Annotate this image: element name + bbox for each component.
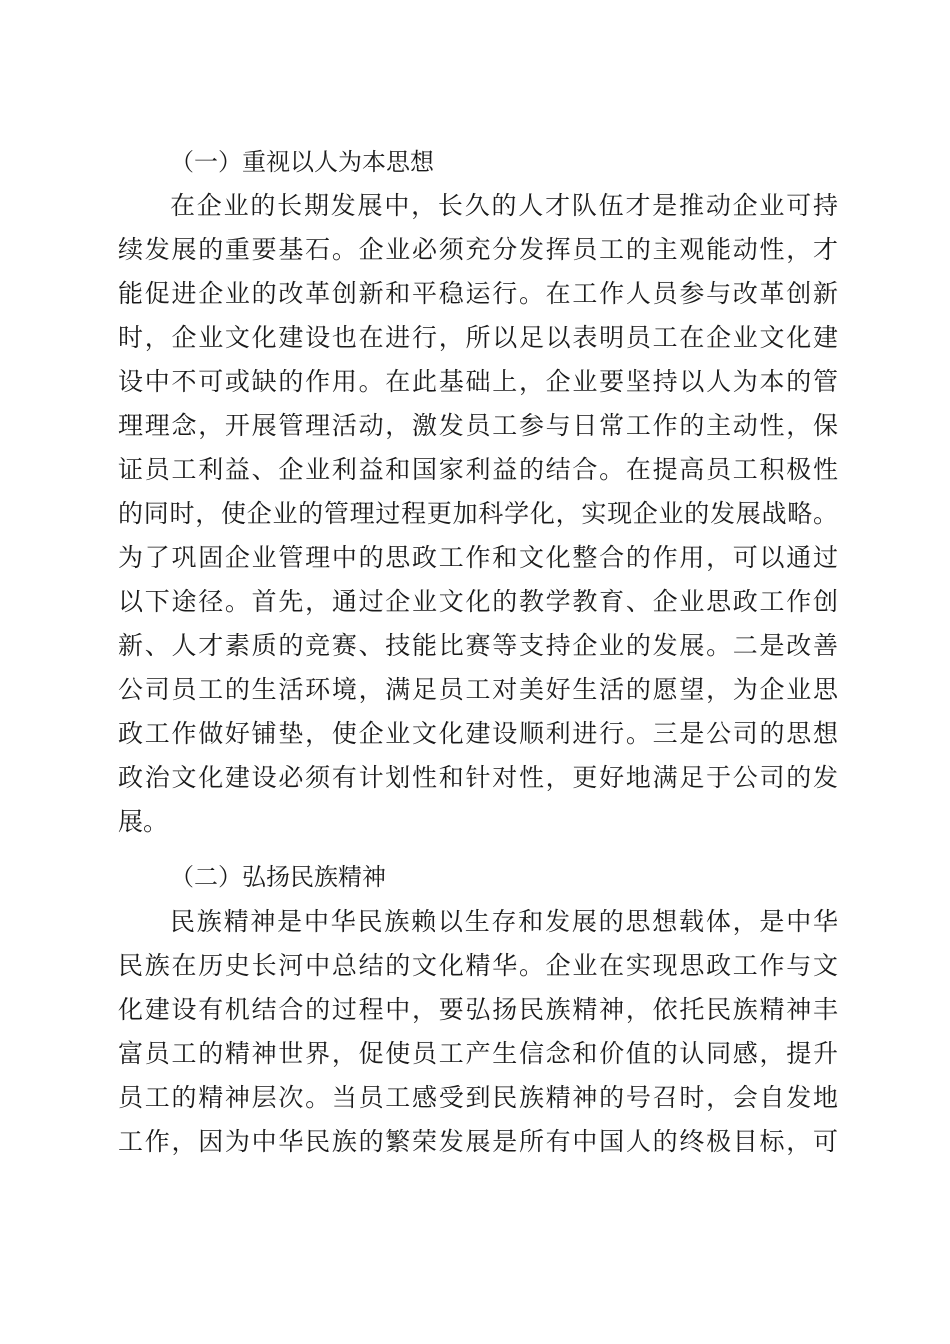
paragraph-line: 民族精神是中华民族赖以生存和发展的思想载体，是中华 [170,907,838,936]
paragraph-line: 理理念，开展管理活动，激发员工参与日常工作的主动性，保 [118,411,838,440]
section-heading-2: （二）弘扬民族精神 [170,863,386,891]
paragraph-line: 员工的精神层次。当员工感受到民族精神的号召时，会自发地 [118,1083,838,1112]
paragraph-line: 在企业的长期发展中，长久的人才队伍才是推动企业可持 [170,191,838,220]
paragraph-line: 政工作做好铺垫，使企业文化建设顺利进行。三是公司的思想 [118,719,838,748]
paragraph-line: 以下途径。首先，通过企业文化的教学教育、企业思政工作创 [118,587,838,616]
paragraph-line: 证员工利益、企业利益和国家利益的结合。在提高员工积极性 [118,455,838,484]
paragraph-line: 富员工的精神世界，促使员工产生信念和价值的认同感，提升 [118,1039,838,1068]
paragraph-line: 化建设有机结合的过程中，要弘扬民族精神，依托民族精神丰 [118,995,838,1024]
paragraph-line: 时，企业文化建设也在进行，所以足以表明员工在企业文化建 [118,323,838,352]
paragraph-line: 展。 [118,807,169,836]
paragraph-line: 工作，因为中华民族的繁荣发展是所有中国人的终极目标，可 [118,1127,838,1156]
paragraph-line: 的同时，使企业的管理过程更加科学化，实现企业的发展战略。 [118,499,838,528]
paragraph-line: 新、人才素质的竞赛、技能比赛等支持企业的发展。二是改善 [118,631,838,660]
section-heading-1: （一）重视以人为本思想 [170,148,434,176]
paragraph-line: 政治文化建设必须有计划性和针对性，更好地满足于公司的发 [118,763,838,792]
paragraph-line: 续发展的重要基石。企业必须充分发挥员工的主观能动性，才 [118,235,838,264]
paragraph-line: 公司员工的生活环境，满足员工对美好生活的愿望，为企业思 [118,675,838,704]
paragraph-line: 能促进企业的改革创新和平稳运行。在工作人员参与改革创新 [118,279,838,308]
paragraph-line: 民族在历史长河中总结的文化精华。企业在实现思政工作与文 [118,951,838,980]
paragraph-line: 设中不可或缺的作用。在此基础上，企业要坚持以人为本的管 [118,367,838,396]
paragraph-line: 为了巩固企业管理中的思政工作和文化整合的作用，可以通过 [118,543,838,572]
